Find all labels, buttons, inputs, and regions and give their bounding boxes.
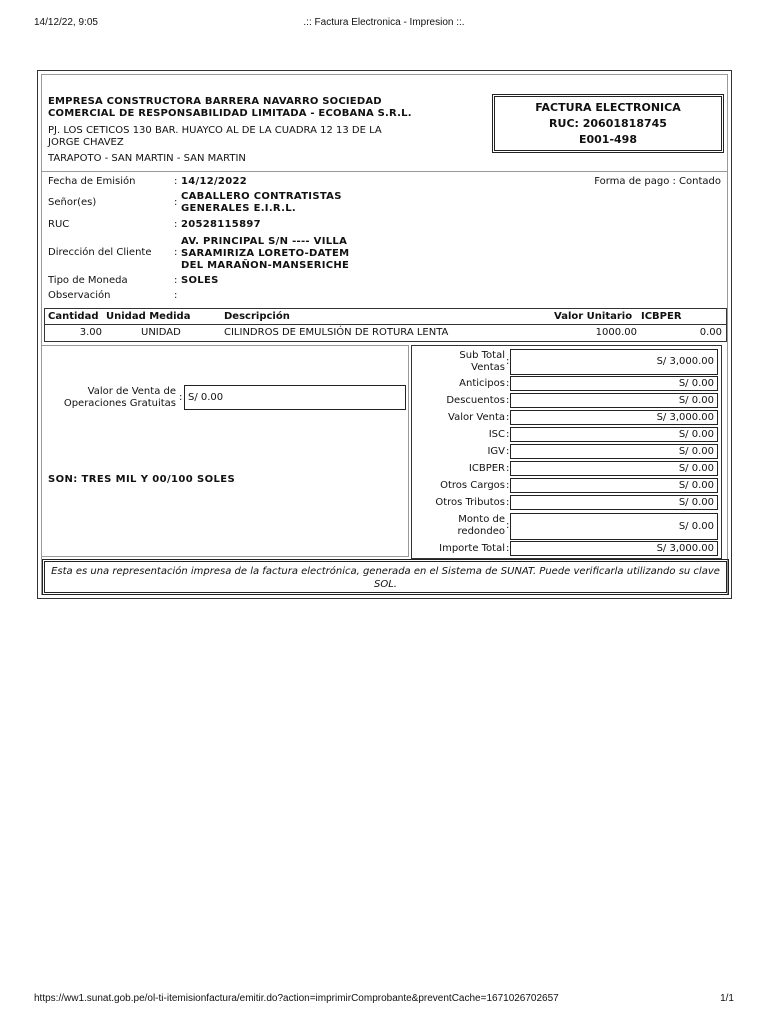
print-datetime: 14/12/22, 9:05 xyxy=(34,17,98,28)
print-header xyxy=(0,17,768,31)
total-label: Importe Total xyxy=(439,543,505,554)
colon: : xyxy=(506,446,510,457)
total-label: IGV xyxy=(487,446,505,457)
divider xyxy=(41,171,728,172)
colon: : xyxy=(506,429,510,440)
total-label: Otros Tributos xyxy=(435,497,505,508)
issuer-city: TARAPOTO - SAN MARTIN - SAN MARTIN xyxy=(48,153,246,164)
payment-term: Forma de pago : Contado xyxy=(594,176,721,187)
header-unidad-medida: Unidad Medida xyxy=(106,311,191,322)
label-tipo-moneda: Tipo de Moneda xyxy=(48,275,128,286)
total-label: Valor Venta xyxy=(448,412,505,423)
total-value: S/ 3,000.00 xyxy=(510,410,718,425)
colon: : xyxy=(506,356,510,367)
amount-in-words: SON: TRES MIL Y 00/100 SOLES xyxy=(48,474,236,485)
colon: : xyxy=(506,497,510,508)
cell-icbper: 0.00 xyxy=(699,327,722,338)
total-label: ISC xyxy=(488,429,505,440)
total-value: S/ 0.00 xyxy=(510,393,718,408)
items-table-header xyxy=(45,309,726,325)
header-valor-unitario: Valor Unitario xyxy=(554,311,633,322)
table-row xyxy=(45,325,726,341)
colon: : xyxy=(506,395,510,406)
cell-unidad: UNIDAD xyxy=(141,327,181,338)
total-label: Descuentos xyxy=(446,395,505,406)
colon: : xyxy=(174,247,178,258)
colon: : xyxy=(506,412,510,423)
total-row-otros-tributos xyxy=(412,495,721,512)
total-value: S/ 3,000.00 xyxy=(510,349,718,375)
document-type: FACTURA ELECTRONICA xyxy=(535,101,681,114)
total-row-descuentos xyxy=(412,393,721,410)
total-value: S/ 0.00 xyxy=(510,376,718,391)
total-label: Sub Total Ventas xyxy=(459,350,505,373)
header-descripcion: Descripción xyxy=(224,311,290,322)
invoice xyxy=(37,70,732,599)
document-ruc: RUC: 20601818745 xyxy=(549,117,667,130)
total-row-anticipos xyxy=(412,376,721,393)
colon: : xyxy=(506,378,510,389)
total-row-redondeo xyxy=(412,513,721,541)
value-direccion-cliente: AV. PRINCIPAL S/N ---- VILLA SARAMIRIZA LORETO-DATEM DEL MARAÑON-MANSERICHE xyxy=(181,236,350,271)
total-row-otros-cargos xyxy=(412,478,721,495)
label-direccion-cliente: Dirección del Cliente xyxy=(48,247,152,258)
print-footer xyxy=(0,993,768,1007)
document-id-box xyxy=(494,96,722,151)
total-value: S/ 0.00 xyxy=(510,513,718,540)
value-fecha-emision: 14/12/2022 xyxy=(181,176,247,187)
total-row-importe-total xyxy=(412,541,721,558)
total-row-subtotal xyxy=(412,348,721,378)
total-row-igv xyxy=(412,444,721,461)
total-value: S/ 0.00 xyxy=(510,461,718,476)
total-label: ICBPER xyxy=(468,463,505,474)
total-row-valor-venta xyxy=(412,410,721,427)
page-number: 1/1 xyxy=(720,993,734,1004)
colon: : xyxy=(174,176,178,187)
total-label: Anticipos xyxy=(459,378,505,389)
total-value: S/ 0.00 xyxy=(510,478,718,493)
colon: : xyxy=(506,463,510,474)
total-label: Otros Cargos xyxy=(440,480,505,491)
cell-valor-unitario: 1000.00 xyxy=(595,327,637,338)
value-senores: CABALLERO CONTRATISTAS GENERALES E.I.R.L. xyxy=(181,191,342,214)
document-number: E001-498 xyxy=(578,133,637,146)
colon: : xyxy=(174,275,178,286)
cell-cantidad: 3.00 xyxy=(79,327,102,338)
total-value: S/ 0.00 xyxy=(510,495,718,510)
value-operaciones-gratuitas: S/ 0.00 xyxy=(184,385,406,410)
label-operaciones-gratuitas: Valor de Venta de Operaciones Gratuitas xyxy=(63,386,176,409)
colon: : xyxy=(174,197,178,208)
header-cantidad: Cantidad xyxy=(48,311,99,322)
items-table xyxy=(44,308,727,342)
total-row-isc xyxy=(412,427,721,444)
colon: : xyxy=(179,392,183,403)
colon: : xyxy=(506,543,510,554)
label-observacion: Observación xyxy=(48,290,111,301)
value-ruc-cliente: 20528115897 xyxy=(181,219,261,230)
totals-panel xyxy=(411,345,722,559)
cell-descripcion: CILINDROS DE EMULSIÓN DE ROTURA LENTA xyxy=(224,327,449,338)
colon: : xyxy=(174,219,178,230)
total-label: Monto de redondeo xyxy=(457,514,505,537)
print-url: https://ww1.sunat.gob.pe/ol-ti-itemisionfactura/emitir.do?action=imprimirComprobante&preventCache=1671026702657 xyxy=(34,993,559,1004)
colon: : xyxy=(174,290,178,301)
sunat-disclaimer: Esta es una representación impresa de la factura electrónica, generada en el Sistema de SUNAT. Puede verificarla utilizando su clave SOL. xyxy=(44,561,727,593)
label-ruc-cliente: RUC xyxy=(48,219,70,230)
colon: : xyxy=(506,520,510,531)
print-title: .:: Factura Electronica - Impresion ::. xyxy=(303,17,465,28)
issuer-name: EMPRESA CONSTRUCTORA BARRERA NAVARRO SOCIEDAD COMERCIAL DE RESPONSABILIDAD LIMITADA - ECOBANA S.R.L. xyxy=(48,96,412,119)
label-senores: Señor(es) xyxy=(48,197,97,208)
value-tipo-moneda: SOLES xyxy=(181,275,219,286)
total-value: S/ 3,000.00 xyxy=(510,541,718,556)
summary-left-panel xyxy=(41,345,409,557)
header-icbper: ICBPER xyxy=(641,311,682,322)
total-value: S/ 0.00 xyxy=(510,427,718,442)
colon: : xyxy=(506,480,510,491)
total-row-icbper xyxy=(412,461,721,478)
issuer-address: PJ. LOS CETICOS 130 BAR. HUAYCO AL DE LA CUADRA 12 13 DE LA JORGE CHAVEZ xyxy=(48,125,382,148)
total-value: S/ 0.00 xyxy=(510,444,718,459)
label-fecha-emision: Fecha de Emisión xyxy=(48,176,136,187)
